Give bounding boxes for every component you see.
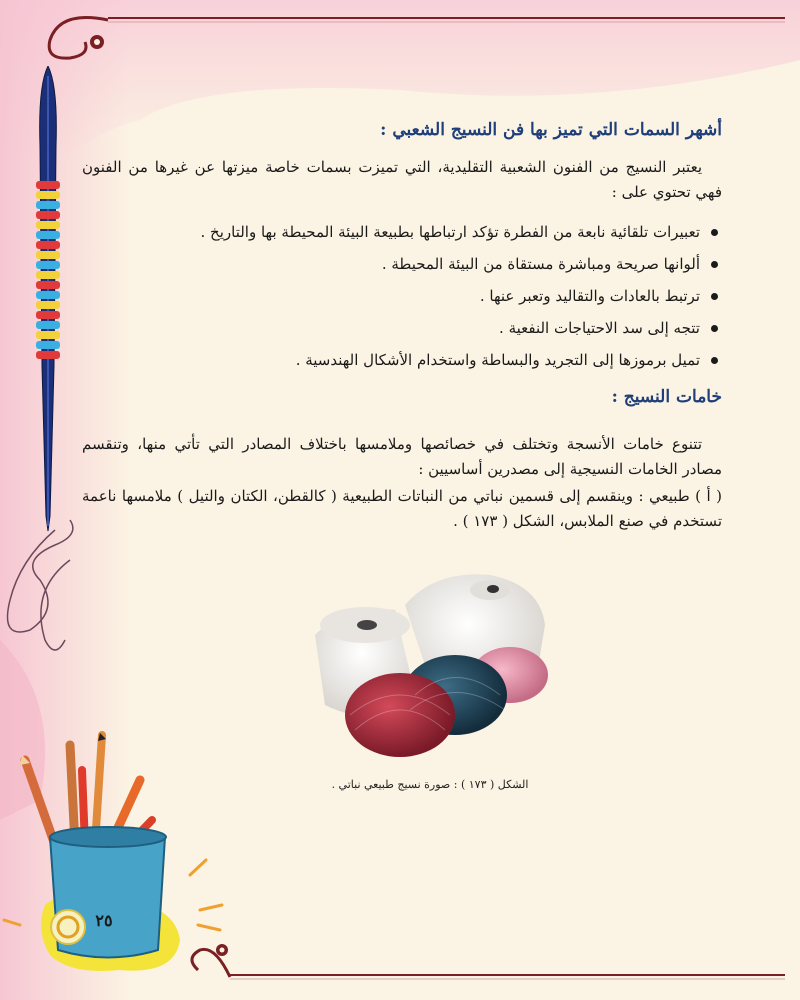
pencil-cup-decoration [0, 725, 230, 980]
materials-paragraph: تتنوع خامات الأنسجة وتختلف في خصائصها وملامسها باختلاف المصادر التي تأتي منها، وتنقسم مصادر الخامات النسيجية إلى مصدرين أساسيين : [82, 435, 722, 478]
natural-material-paragraph: ( أ ) طبيعي : وينقسم إلى قسمين نباتي من النباتات الطبيعية ( كالقطن، الكتان والتيل ) ملامسها ناعمة تستخدم في صنع الملابس، الشكل ( ١٧٣ ) . [82, 487, 722, 530]
list-item: ترتبط بالعادات والتقاليد وتعبر عنها . [82, 280, 722, 312]
list-item: تميل برموزها إلى التجريد والبساطة واستخدام الأشكال الهندسية . [82, 344, 722, 376]
section2-body [82, 432, 722, 534]
features-list [82, 216, 722, 376]
list-item: ألوانها صريحة ومباشرة مستقاة من البيئة المحيطة . [82, 248, 722, 280]
figure-caption: الشكل ( ١٧٣ ) : صورة نسيج طبيعي نباتي . [331, 778, 529, 791]
section1-heading: أشهر السمات التي تميز بها فن النسيج الشعبي : [380, 120, 722, 140]
section2-heading: خامات النسيج : [611, 387, 722, 407]
list-item: تعبيرات تلقائية نابعة من الفطرة تؤكد ارتباطها بطبيعة البيئة المحيطة بها والتاريخ . [82, 216, 722, 248]
intro-paragraph: يعتبر النسيج من الفنون الشعبية التقليدية، التي تميزت بسمات خاصة ميزتها عن غيرها من الفنون فهي تحتوي على : [82, 158, 722, 201]
page-number: ٢٥ [95, 911, 113, 930]
yarn-balls-photo [305, 565, 555, 765]
knitting-needle-decoration [28, 66, 68, 536]
features-list-container [82, 216, 722, 376]
section1-intro [82, 155, 722, 205]
list-item: تتجه إلى سد الاحتياجات النفعية . [82, 312, 722, 344]
